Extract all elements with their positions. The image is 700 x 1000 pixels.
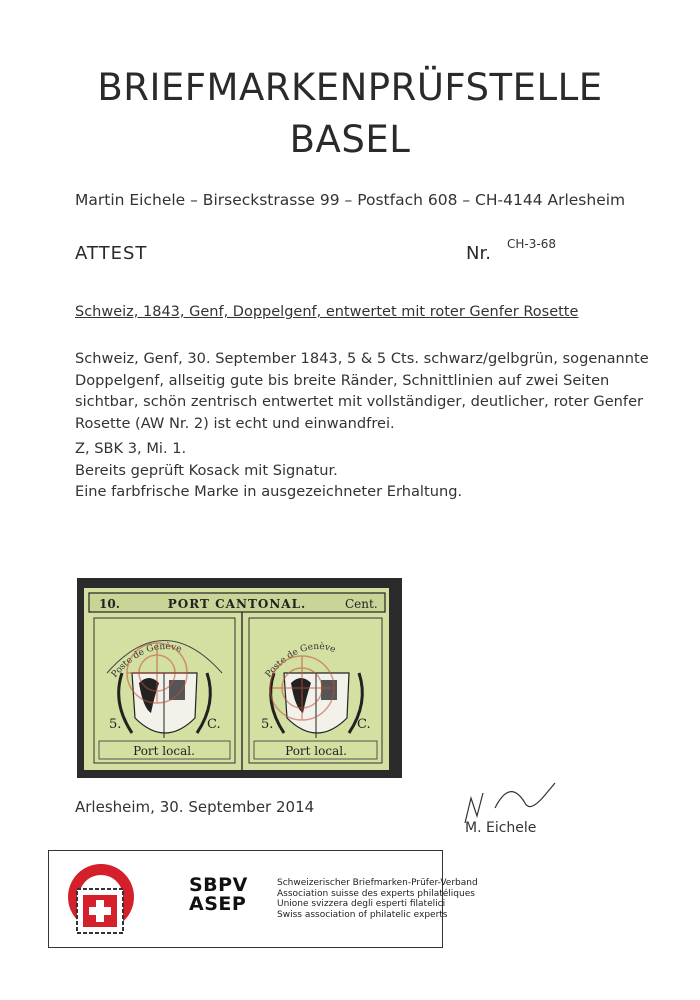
attest-description (75, 348, 649, 503)
association-name-fr: Association suisse des experts philatéliques (277, 888, 475, 899)
description-line: Doppelgenf, allseitig gute bis breite Ränder, Schnittlinien auf zwei Seiten (75, 371, 610, 389)
right-unit: C. (357, 717, 371, 732)
stamp-pair-image (77, 578, 402, 778)
abbr-sbpv: SBPV (189, 874, 248, 896)
description-line: Schweiz, Genf, 30. September 1843, 5 & 5 Cts. schwarz/gelbgrün, sogenannte (75, 350, 649, 367)
left-unit: C. (207, 717, 221, 732)
stamp-denomination: 10. (99, 597, 120, 611)
right-port-local: Port local. (285, 744, 347, 758)
attest-subject: Schweiz, 1843, Genf, Doppelgenf, entwertet mit roter Genfer Rosette (75, 304, 579, 320)
association-name-en: Swiss association of philatelic experts (277, 909, 448, 920)
condition-note: Eine farbfrische Marke in ausgezeichneter Erhaltung. (75, 483, 463, 500)
attest-number: CH-3-68 (507, 237, 556, 251)
association-logo-box (48, 850, 478, 948)
prior-check: Bereits geprüft Kosack mit Signatur. (75, 461, 338, 479)
catalog-reference: Z, SBK 3, Mi. 1. (75, 440, 187, 457)
association-names (277, 878, 478, 920)
description-line: Rosette (AW Nr. 2) ist echt und einwandfrei. (75, 414, 395, 432)
office-city: BASEL (289, 118, 411, 161)
office-name: BRIEFMARKENPRÜFSTELLE (97, 66, 603, 109)
left-value: 5. (109, 717, 122, 732)
sbpv-emblem-icon (57, 856, 137, 942)
description-line: sichtbar, schön zentrisch entwertet mit vollständiger, deutlicher, roter Genfer (75, 393, 644, 410)
association-name-it: Unione svizzera degli esperti filatelici (277, 899, 446, 909)
association-name-de: Schweizerischer Briefmarken-Prüfer-Verband (277, 878, 478, 888)
signer-name: M. Eichele (465, 820, 537, 836)
attest-number-label: Nr. (466, 243, 491, 264)
logo-abbreviations (189, 876, 248, 914)
stamp-photo (77, 578, 402, 778)
office-address: Martin Eichele – Birseckstrasse 99 – Postfach 608 – CH-4144 Arlesheim (75, 191, 626, 209)
right-arc-text: Poste de Genève (263, 641, 337, 680)
stamp-port-cantonal: PORT CANTONAL. (167, 597, 307, 611)
stamp-cent: Cent. (345, 597, 378, 611)
left-arc-text: Poste de Genève (109, 641, 183, 680)
handwritten-signature (455, 768, 575, 828)
place-and-date: Arlesheim, 30. September 2014 (75, 798, 315, 816)
right-value: 5. (261, 717, 274, 732)
attest-label: ATTEST (75, 243, 148, 264)
abbr-asep: ASEP (189, 893, 247, 915)
left-port-local: Port local. (133, 744, 195, 758)
